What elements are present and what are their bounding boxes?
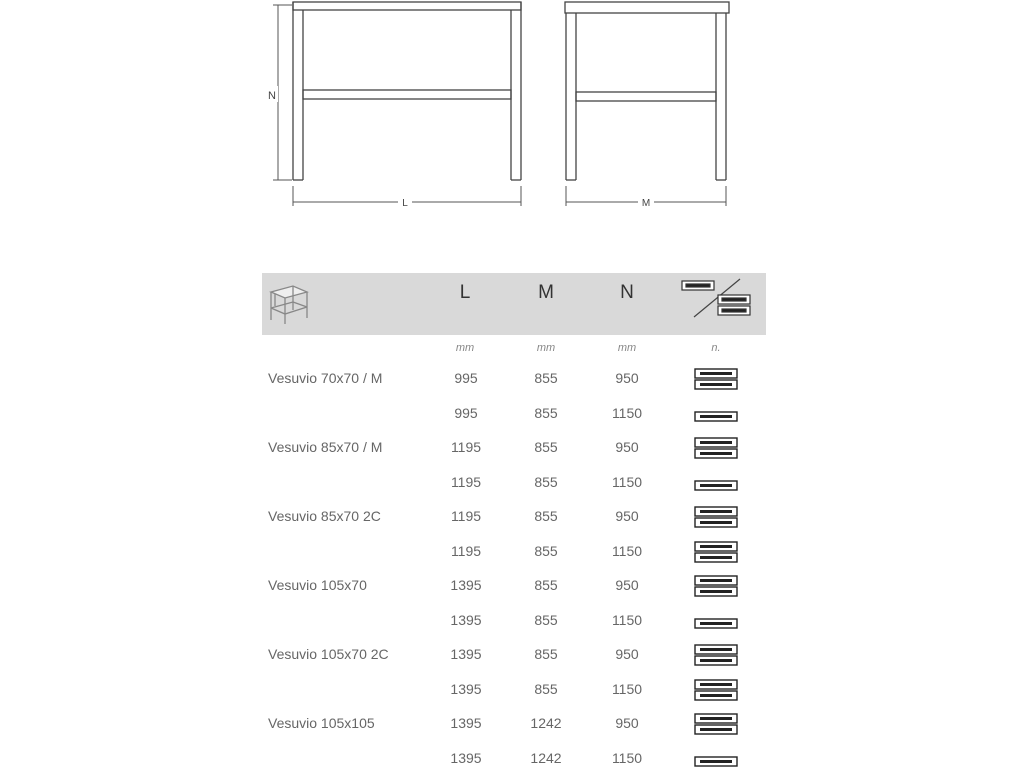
- cell-n: 950: [615, 577, 639, 593]
- height-label: N: [268, 90, 276, 102]
- column-header-m: M: [538, 282, 554, 303]
- length-label: L: [402, 198, 408, 209]
- cell-m: 855: [534, 404, 558, 421]
- cell-m: 855: [534, 611, 558, 628]
- cell-l: 1395: [450, 680, 482, 697]
- model-name: Vesuvio 105x105: [268, 715, 375, 731]
- cell-n: 1150: [611, 680, 643, 697]
- cell-n: 950: [615, 715, 639, 731]
- single-drawer-icon: [694, 618, 738, 629]
- single-drawer-icon: [694, 480, 738, 491]
- single-drawer-icon: [694, 411, 738, 422]
- cell-n: 1150: [611, 404, 643, 421]
- double-drawer-icon: [694, 541, 738, 563]
- model-name: Vesuvio 85x70 / M: [268, 439, 383, 455]
- side-view: [565, 2, 729, 180]
- cell-n: 1150: [611, 542, 643, 559]
- unit-n: mm: [617, 342, 637, 354]
- cell-m: 855: [534, 439, 558, 455]
- cell-m: 1242: [530, 749, 562, 766]
- cell-m: 855: [534, 577, 558, 593]
- table-frame-icon: [267, 280, 311, 326]
- cell-l: 1395: [450, 611, 482, 628]
- double-drawer-icon: [694, 713, 738, 735]
- cell-l: 1395: [450, 749, 482, 766]
- model-name: Vesuvio 105x70: [268, 577, 367, 593]
- single-drawer-icon: [694, 756, 738, 767]
- cell-m: 855: [534, 680, 558, 697]
- cell-l: 1195: [450, 439, 482, 455]
- cell-l: 995: [454, 404, 478, 421]
- cell-n: 950: [615, 370, 639, 386]
- cell-m: 855: [534, 646, 558, 662]
- model-name: Vesuvio 70x70 / M: [268, 370, 383, 386]
- cell-n: 950: [615, 646, 639, 662]
- cell-l: 1195: [450, 508, 482, 524]
- column-header-n: N: [620, 282, 634, 303]
- cell-l: 1395: [450, 646, 482, 662]
- double-drawer-icon: [694, 437, 738, 459]
- model-name: Vesuvio 85x70 2C: [268, 508, 381, 524]
- cell-n: 1150: [611, 473, 643, 490]
- double-drawer-icon: [694, 506, 738, 528]
- depth-label: M: [641, 198, 651, 209]
- cell-m: 855: [534, 508, 558, 524]
- column-header-l: L: [459, 282, 471, 303]
- unit-m: mm: [536, 342, 556, 354]
- front-view: [293, 2, 521, 180]
- cell-l: 1195: [450, 473, 482, 490]
- cell-n: 1150: [611, 749, 643, 766]
- cell-m: 855: [534, 542, 558, 559]
- cell-l: 1195: [450, 542, 482, 559]
- cell-l: 995: [454, 370, 478, 386]
- double-drawer-icon: [694, 644, 738, 666]
- cell-m: 1242: [530, 715, 562, 731]
- cell-l: 1395: [450, 715, 482, 731]
- double-drawer-icon: [694, 575, 738, 597]
- cell-n: 950: [615, 439, 639, 455]
- cell-m: 855: [534, 370, 558, 386]
- technical-drawing: [0, 0, 1024, 250]
- model-name: Vesuvio 105x70 2C: [268, 646, 389, 662]
- cell-n: 1150: [611, 611, 643, 628]
- unit-drawers: n.: [711, 342, 721, 354]
- double-drawer-icon: [694, 679, 738, 701]
- drawers-header-icon: [680, 277, 752, 319]
- cell-l: 1395: [450, 577, 482, 593]
- cell-n: 950: [615, 508, 639, 524]
- double-drawer-icon: [694, 368, 738, 390]
- cell-m: 855: [534, 473, 558, 490]
- unit-l: mm: [455, 342, 475, 354]
